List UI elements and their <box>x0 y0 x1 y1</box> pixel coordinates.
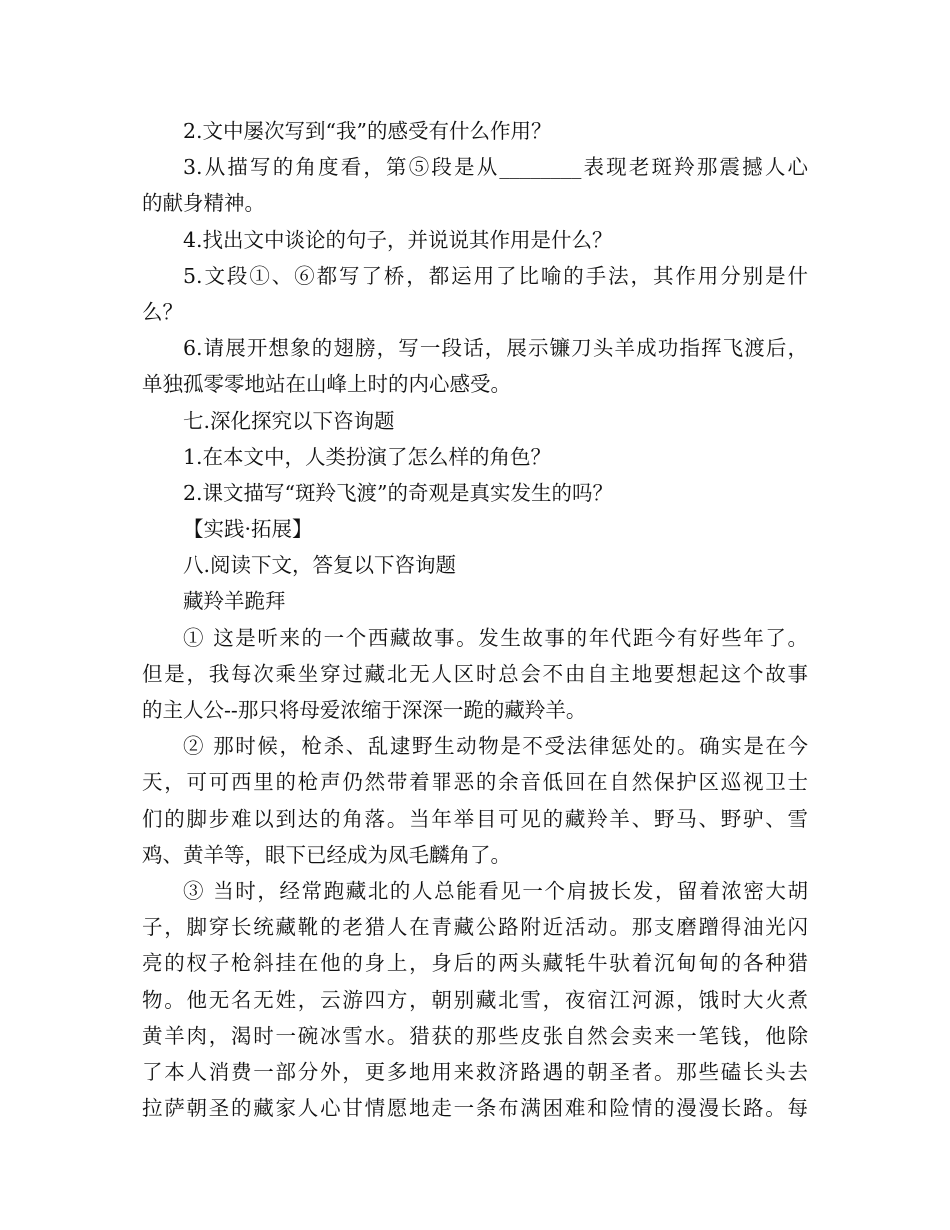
paragraph-3-line: ③ 当时，经常跑藏北的人总能看见一个肩披长发，留着浓密大胡 <box>183 878 808 903</box>
section-7-heading: 七.深化探究以下咨询题 <box>183 408 395 433</box>
question-4-line: 4.找出文中谈论的句子，并说说其作用是什么？ <box>183 227 613 252</box>
section-7-question-2: 2.课文描写“斑羚飞渡”的奇观是真实发生的吗？ <box>183 480 614 505</box>
paragraph-3-line: 黄羊肉，渴时一碗冰雪水。猎获的那些皮张自然会卖来一笔钱，他除 <box>142 1023 808 1048</box>
question-3-line: 3.从描写的角度看，第⑤段是从________表现老斑羚那震撼人心 <box>183 155 808 180</box>
practice-heading: 【实践·拓展】 <box>183 517 313 542</box>
paragraph-1-line: 的主人公--那只将母爱浓缩于深深一跪的藏羚羊。 <box>142 698 587 722</box>
section-8-heading: 八.阅读下文，答复以下咨询题 <box>183 553 457 578</box>
question-5-continued: 么？ <box>142 299 183 324</box>
paragraph-3-line: 子，脚穿长统藏靴的老猎人在青藏公路附近活动。那支磨蹭得油光闪 <box>142 915 808 940</box>
paragraph-2-line: 鸡、黄羊等，眼下已经成为凤毛麟角了。 <box>142 842 511 867</box>
question-6-continued: 单独孤零零地站在山峰上时的内心感受。 <box>142 372 511 397</box>
paragraph-3-line: 亮的杈子枪斜挂在他的身上，身后的两头藏牦牛驮着沉甸甸的各种猎 <box>142 951 808 976</box>
paragraph-2-line: ② 那时候，枪杀、乱逮野生动物是不受法律惩处的。确实是在今 <box>183 734 808 759</box>
question-6-line: 6.请展开想象的翅膀，写一段话，展示镰刀头羊成功指挥飞渡后， <box>183 336 808 361</box>
paragraph-3-line: 物。他无名无姓，云游四方，朝别藏北雪，夜宿江河源，饿时大火煮 <box>142 987 808 1012</box>
paragraph-3-line: 了本人消费一部分外，更多地用来救济路遇的朝圣者。那些磕长头去 <box>142 1059 808 1084</box>
question-2-line: 2.文中屡次写到“我”的感受有什么作用？ <box>183 119 552 143</box>
paragraph-3-line: 拉萨朝圣的藏家人心甘情愿地走一条布满困难和险情的漫漫长路。每 <box>142 1096 808 1121</box>
paragraph-1-line: ① 这是听来的一个西藏故事。发生故事的年代距今有好些年了。 <box>183 625 808 650</box>
paragraph-2-line: 天，可可西里的枪声仍然带着罪恶的余音低回在自然保护区巡视卫士 <box>142 770 808 795</box>
paragraph-1-line: 但是，我每次乘坐穿过藏北无人区时总会不由自主地要想起这个故事 <box>142 661 808 686</box>
question-5-line: 5.文段①、⑥都写了桥，都运用了比喻的手法，其作用分别是什 <box>183 263 808 288</box>
question-3-continued: 的献身精神。 <box>142 191 265 216</box>
section-7-question-1: 1.在本文中，人类扮演了怎么样的角色？ <box>183 444 552 469</box>
article-title: 藏羚羊跪拜 <box>183 589 286 614</box>
paragraph-2-line: 们的脚步难以到达的角落。当年举目可见的藏羚羊、野马、野驴、雪 <box>142 806 808 831</box>
